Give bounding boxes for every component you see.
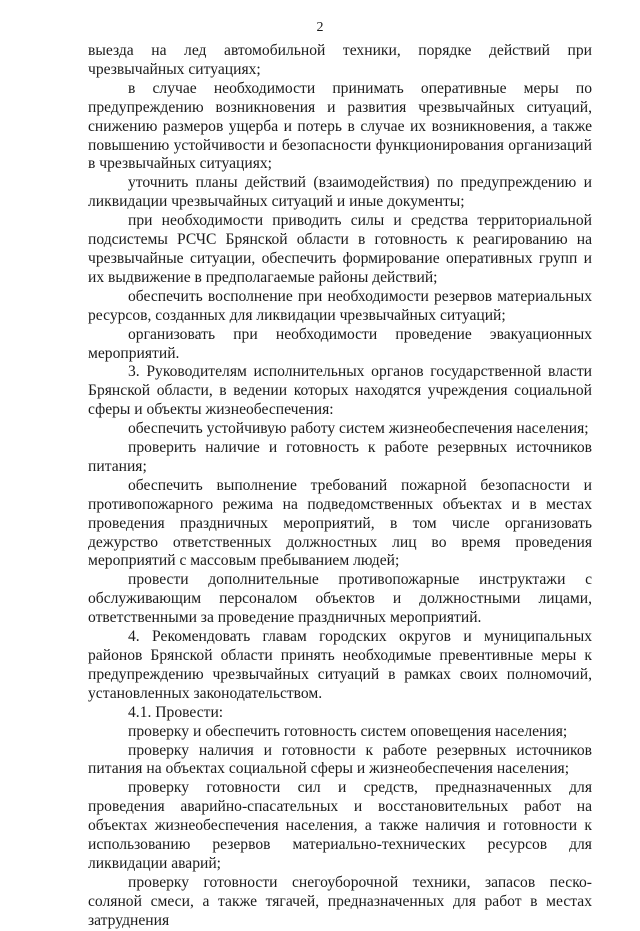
paragraph: обеспечить выполнение требований пожарной безопасности и противопожарного режима на подведомственных объектах и в местах проведения праздничных мероприятий, в том числе организовать дежурство ответственных должностных лиц во время проведения мероприятий с массовым пребыванием людей; (88, 476, 592, 570)
paragraph: обеспечить устойчивую работу систем жизнеобеспечения населения; (128, 420, 589, 438)
paragraph: выезда на лед автомобильной техники, порядке действий при чрезвычайных ситуациях; (88, 42, 592, 78)
document-body (88, 42, 592, 931)
paragraph: организовать при необходимости проведение эвакуационных мероприятий. (88, 325, 592, 362)
paragraph: в случае необходимости принимать оперативные меры по предупреждению возникновения и развития чрезвычайных ситуаций, снижению размеров ущерба и потерь в случае их возникновения, а также повышению устойчивости и безопасности функционирования организаций в чрезвычайных ситуациях; (88, 79, 592, 173)
paragraph: проверку готовности снегоуборочной техники, запасов песко-соляной смеси, а также тягачей, предназначенных для работ в местах затруднения (88, 873, 592, 929)
paragraph: провести дополнительные противопожарные инструктажи с обслуживающим персоналом объектов и должностными лицами, ответственными за проведение праздничных мероприятий. (88, 571, 592, 627)
paragraph: обеспечить восполнение при необходимости резервов материальных ресурсов, созданных для ликвидации чрезвычайных ситуаций; (88, 287, 592, 324)
paragraph: 4. Рекомендовать главам городских округов и муниципальных районов Брянской области принять необходимые превентивные меры к предупреждению чрезвычайных ситуаций в рамках своих полномочий, установленных законодательством. (88, 628, 592, 702)
paragraph: 3. Руководителям исполнительных органов государственной власти Брянской области, в ведении которых находятся учреждения социальной сферы и объекты жизнеобеспечения: (88, 363, 592, 419)
paragraph: проверку наличия и готовности к работе резервных источников питания на объектах социальной сферы и жизнеобеспечения населения; (88, 741, 592, 778)
paragraph: проверку готовности сил и средств, предназначенных для проведения аварийно-спасательных и восстановительных работ на объектах жизнеобеспечения населения, а также наличия и готовности к использованию резервов материально-технических ресурсов для ликвидации аварий; (88, 779, 592, 872)
paragraph: 4.1. Провести: (128, 703, 224, 721)
page-number: 2 (316, 20, 324, 35)
paragraph: при необходимости приводить силы и средства территориальной подсистемы РСЧС Брянской области в готовность к реагированию на чрезвычайные ситуации, обеспечить формирование оперативных групп и их выдвижение в предполагаемые районы действий; (88, 212, 592, 286)
paragraph: проверку и обеспечить готовность систем оповещения населения; (128, 722, 568, 740)
paragraph: проверить наличие и готовность к работе резервных источников питания; (88, 439, 592, 475)
paragraph: уточнить планы действий (взаимодействия) по предупреждению и ликвидации чрезвычайных ситуаций и иные документы; (88, 174, 592, 211)
